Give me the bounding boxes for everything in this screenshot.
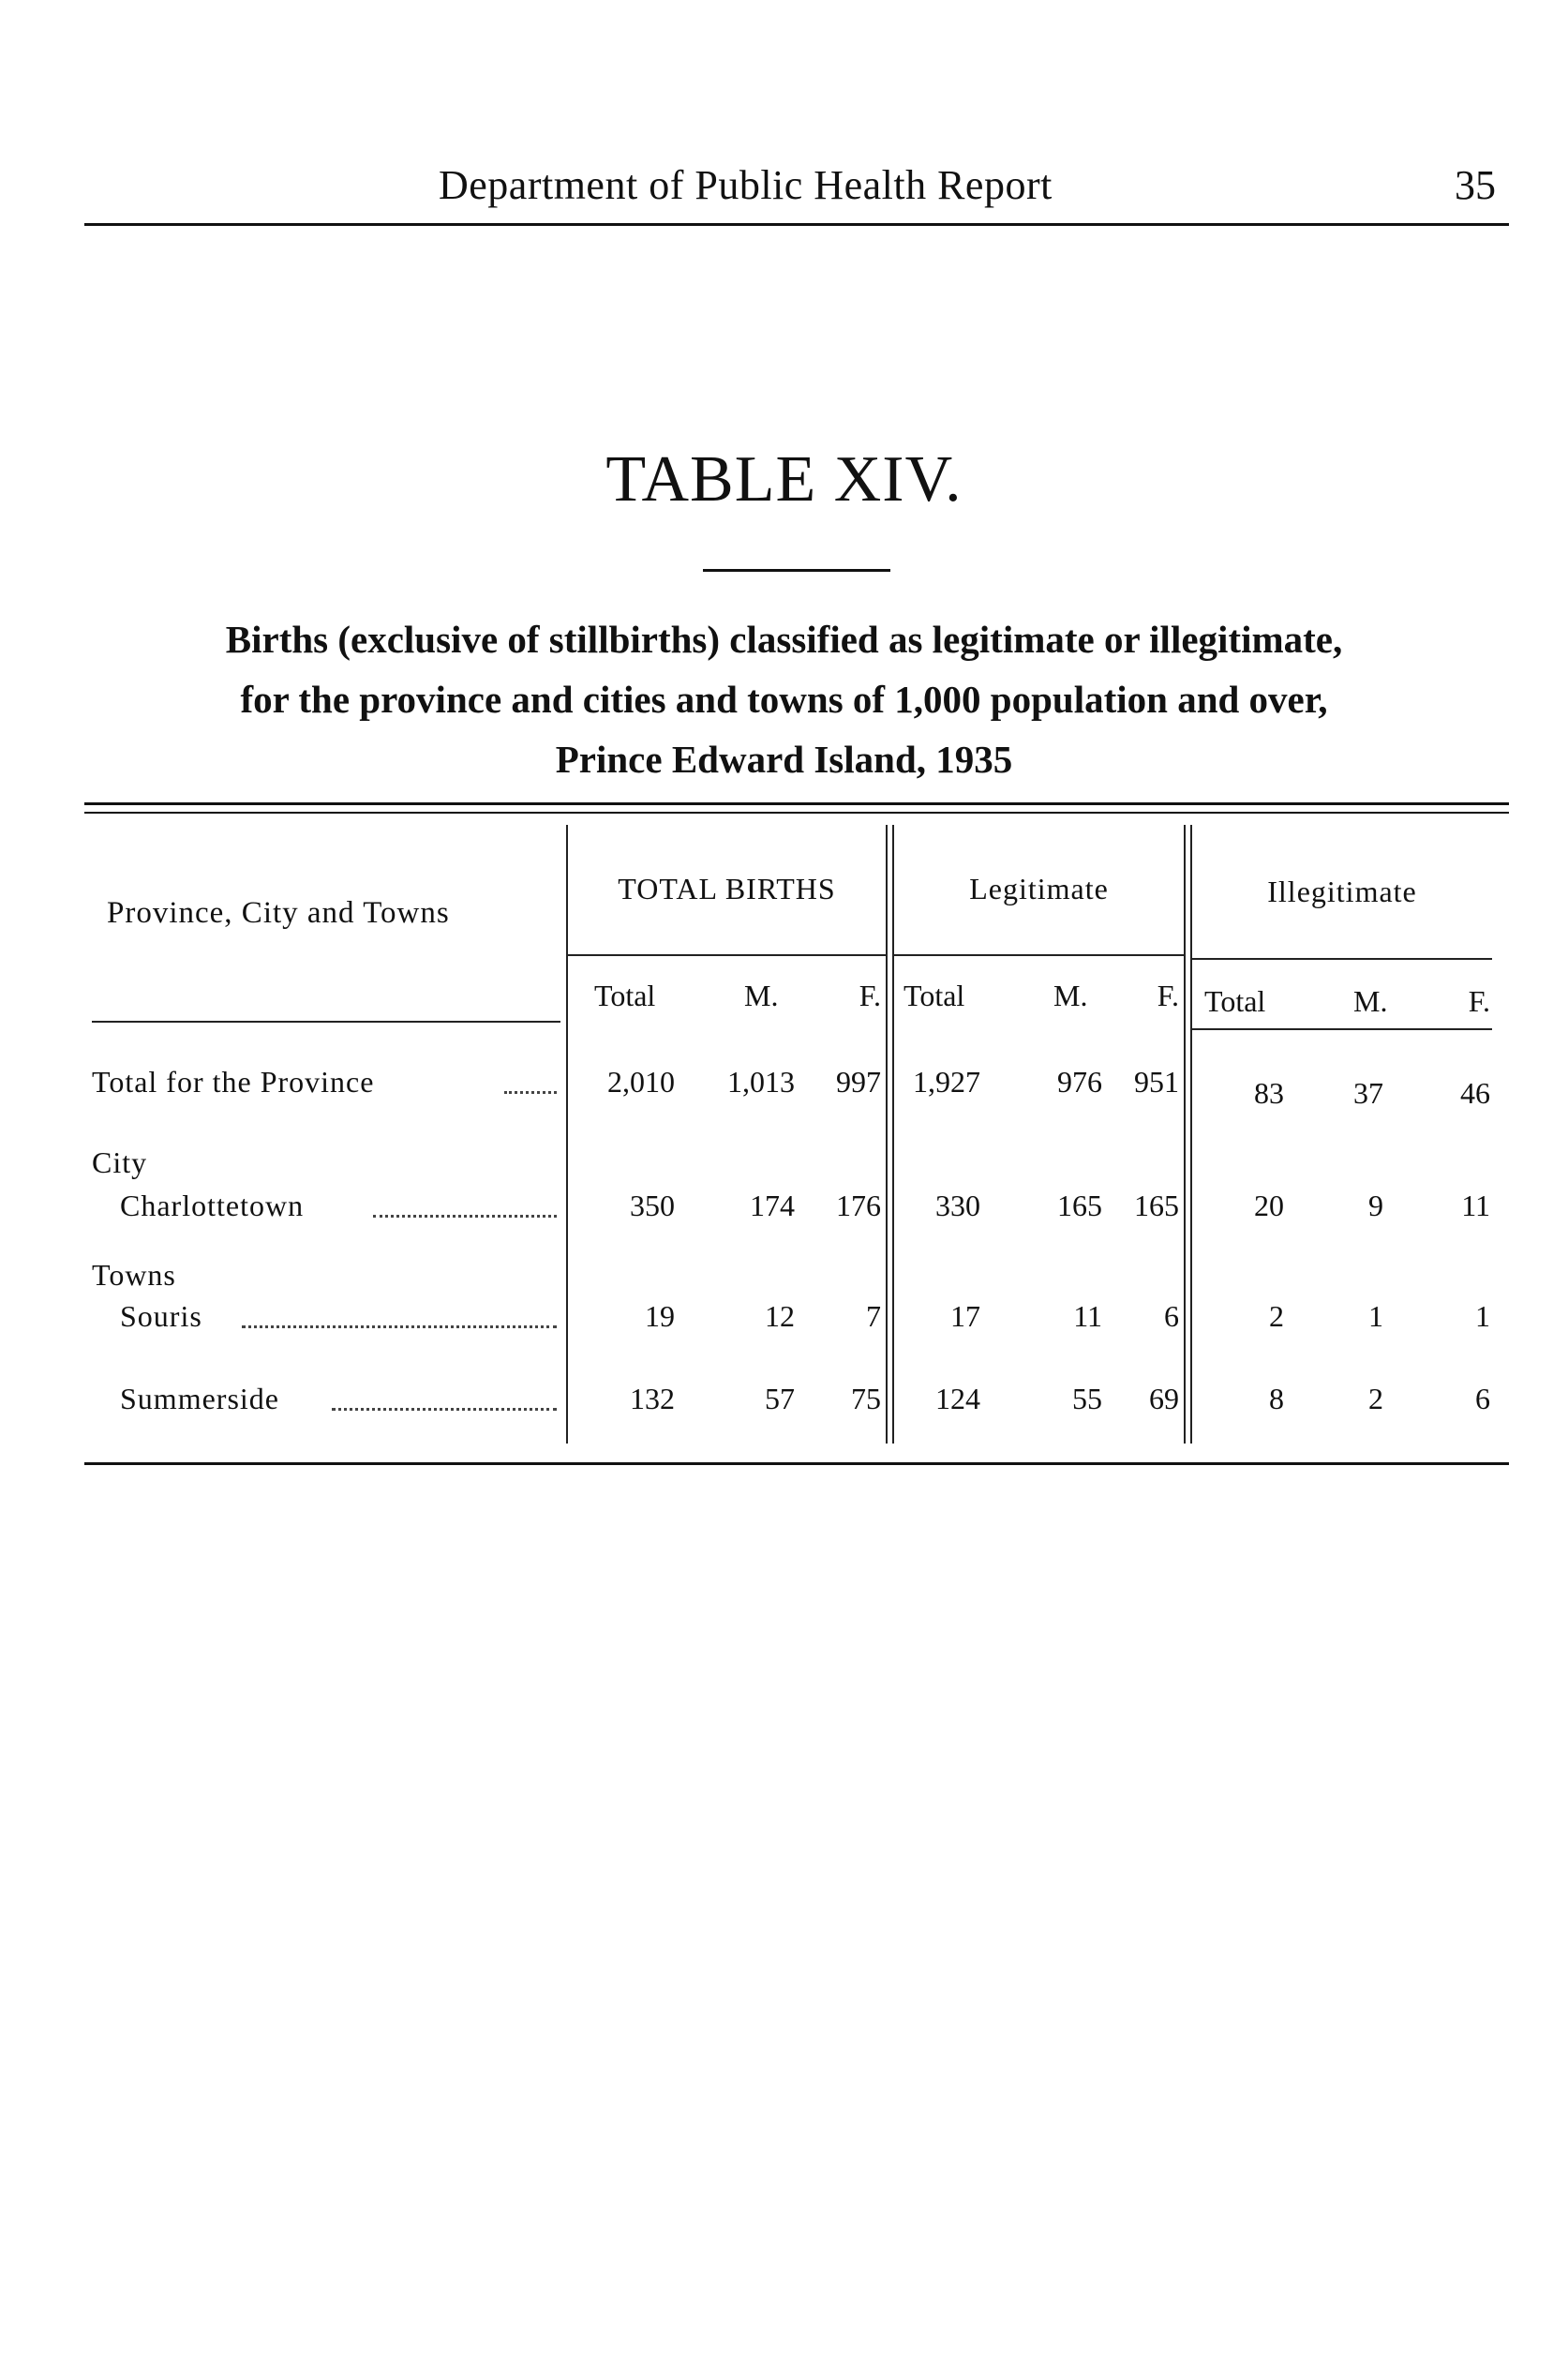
subheader-total: Total — [594, 979, 656, 1012]
subheader-male: M. — [744, 979, 779, 1012]
running-title: Department of Public Health Report — [439, 162, 1053, 208]
group-header-rule-2 — [894, 954, 1184, 956]
subheader-female: F. — [1157, 979, 1179, 1012]
dot-leader — [504, 1087, 557, 1094]
running-head — [84, 159, 1509, 216]
cell-legit-female: 165 — [1134, 1189, 1179, 1222]
cell-illegit-female: 1 — [1475, 1299, 1490, 1333]
cell-total-female: 997 — [836, 1065, 881, 1099]
cell-illegit-male: 1 — [1368, 1299, 1383, 1333]
table-top-rule-thin — [84, 812, 1509, 814]
table-caption — [0, 609, 1568, 789]
title-rule — [703, 569, 890, 572]
group-divider-2b — [1190, 825, 1192, 1444]
cell-total-births: 2,010 — [607, 1065, 675, 1099]
caption-line-3: Prince Edward Island, 1935 — [555, 738, 1013, 781]
dot-leader — [332, 1404, 557, 1411]
subheader-total: Total — [903, 979, 965, 1012]
cell-legit-male: 165 — [1057, 1189, 1102, 1222]
group-header-illegitimate: Illegitimate — [1267, 875, 1417, 908]
dot-leader — [373, 1211, 557, 1218]
cell-legit-male: 55 — [1072, 1382, 1102, 1415]
cell-total-births: 132 — [630, 1382, 675, 1415]
stub-divider — [566, 825, 568, 1444]
subheader-total: Total — [1204, 984, 1266, 1018]
cell-legit-female: 951 — [1134, 1065, 1179, 1099]
subheader-male: M. — [1053, 979, 1088, 1012]
header-rule — [84, 223, 1509, 226]
cell-legit-total: 1,927 — [913, 1065, 980, 1099]
group-header-total-births: TOTAL BIRTHS — [618, 872, 836, 905]
subheader-female: F. — [1468, 984, 1490, 1018]
cell-legit-total: 17 — [950, 1299, 980, 1333]
table-title: TABLE XIV. — [605, 443, 963, 516]
cell-total-male: 57 — [765, 1382, 795, 1415]
group-header-rule-1 — [568, 954, 886, 956]
cell-total-male: 174 — [750, 1189, 795, 1222]
caption-line-2: for the province and cities and towns of 1,000 population and over, — [240, 678, 1328, 721]
cell-total-female: 176 — [836, 1189, 881, 1222]
cell-illegit-male: 37 — [1353, 1076, 1383, 1110]
cell-illegit-male: 9 — [1368, 1189, 1383, 1222]
group-divider-1b — [892, 825, 894, 1444]
cell-total-births: 19 — [645, 1299, 675, 1333]
cell-legit-total: 124 — [935, 1382, 980, 1415]
cell-illegit-female: 6 — [1475, 1382, 1490, 1415]
cell-legit-male: 976 — [1057, 1065, 1102, 1099]
row-label: Total for the Province — [92, 1065, 375, 1099]
page-number: 35 — [1455, 162, 1496, 208]
cell-illegit-total: 20 — [1254, 1189, 1284, 1222]
row-label: Souris — [120, 1299, 202, 1333]
dot-leader — [242, 1322, 557, 1328]
cell-illegit-total: 2 — [1269, 1299, 1284, 1333]
group-divider-2a — [1184, 825, 1186, 1444]
cell-total-births: 350 — [630, 1189, 675, 1222]
group-header-rule-3 — [1192, 958, 1492, 960]
stub-header: Province, City and Towns — [107, 896, 450, 930]
cell-total-male: 12 — [765, 1299, 795, 1333]
row-label: Charlottetown — [120, 1189, 305, 1222]
stub-header-rule — [92, 1021, 560, 1023]
table-bottom-rule — [84, 1462, 1509, 1465]
subheader-male: M. — [1353, 984, 1388, 1018]
cell-illegit-female: 11 — [1461, 1189, 1490, 1222]
cell-legit-male: 11 — [1073, 1299, 1102, 1333]
caption-line-1: Births (exclusive of stillbirths) classified as legitimate or illegitimate, — [225, 618, 1343, 661]
cell-legit-female: 69 — [1149, 1382, 1179, 1415]
subheader-rule-illegitimate — [1192, 1028, 1492, 1030]
cell-total-female: 75 — [851, 1382, 881, 1415]
cell-illegit-total: 83 — [1254, 1076, 1284, 1110]
subheader-female: F. — [859, 979, 881, 1012]
cell-legit-total: 330 — [935, 1189, 980, 1222]
section-label-city: City — [92, 1145, 148, 1179]
cell-legit-female: 6 — [1164, 1299, 1179, 1333]
cell-illegit-male: 2 — [1368, 1382, 1383, 1415]
section-label-towns: Towns — [92, 1258, 176, 1292]
cell-illegit-female: 46 — [1460, 1076, 1490, 1110]
group-divider-1a — [886, 825, 888, 1444]
table-top-rule — [84, 802, 1509, 805]
cell-total-female: 7 — [866, 1299, 881, 1333]
group-header-legitimate: Legitimate — [969, 872, 1109, 905]
row-label: Summerside — [120, 1382, 279, 1415]
cell-total-male: 1,013 — [727, 1065, 795, 1099]
cell-illegit-total: 8 — [1269, 1382, 1284, 1415]
